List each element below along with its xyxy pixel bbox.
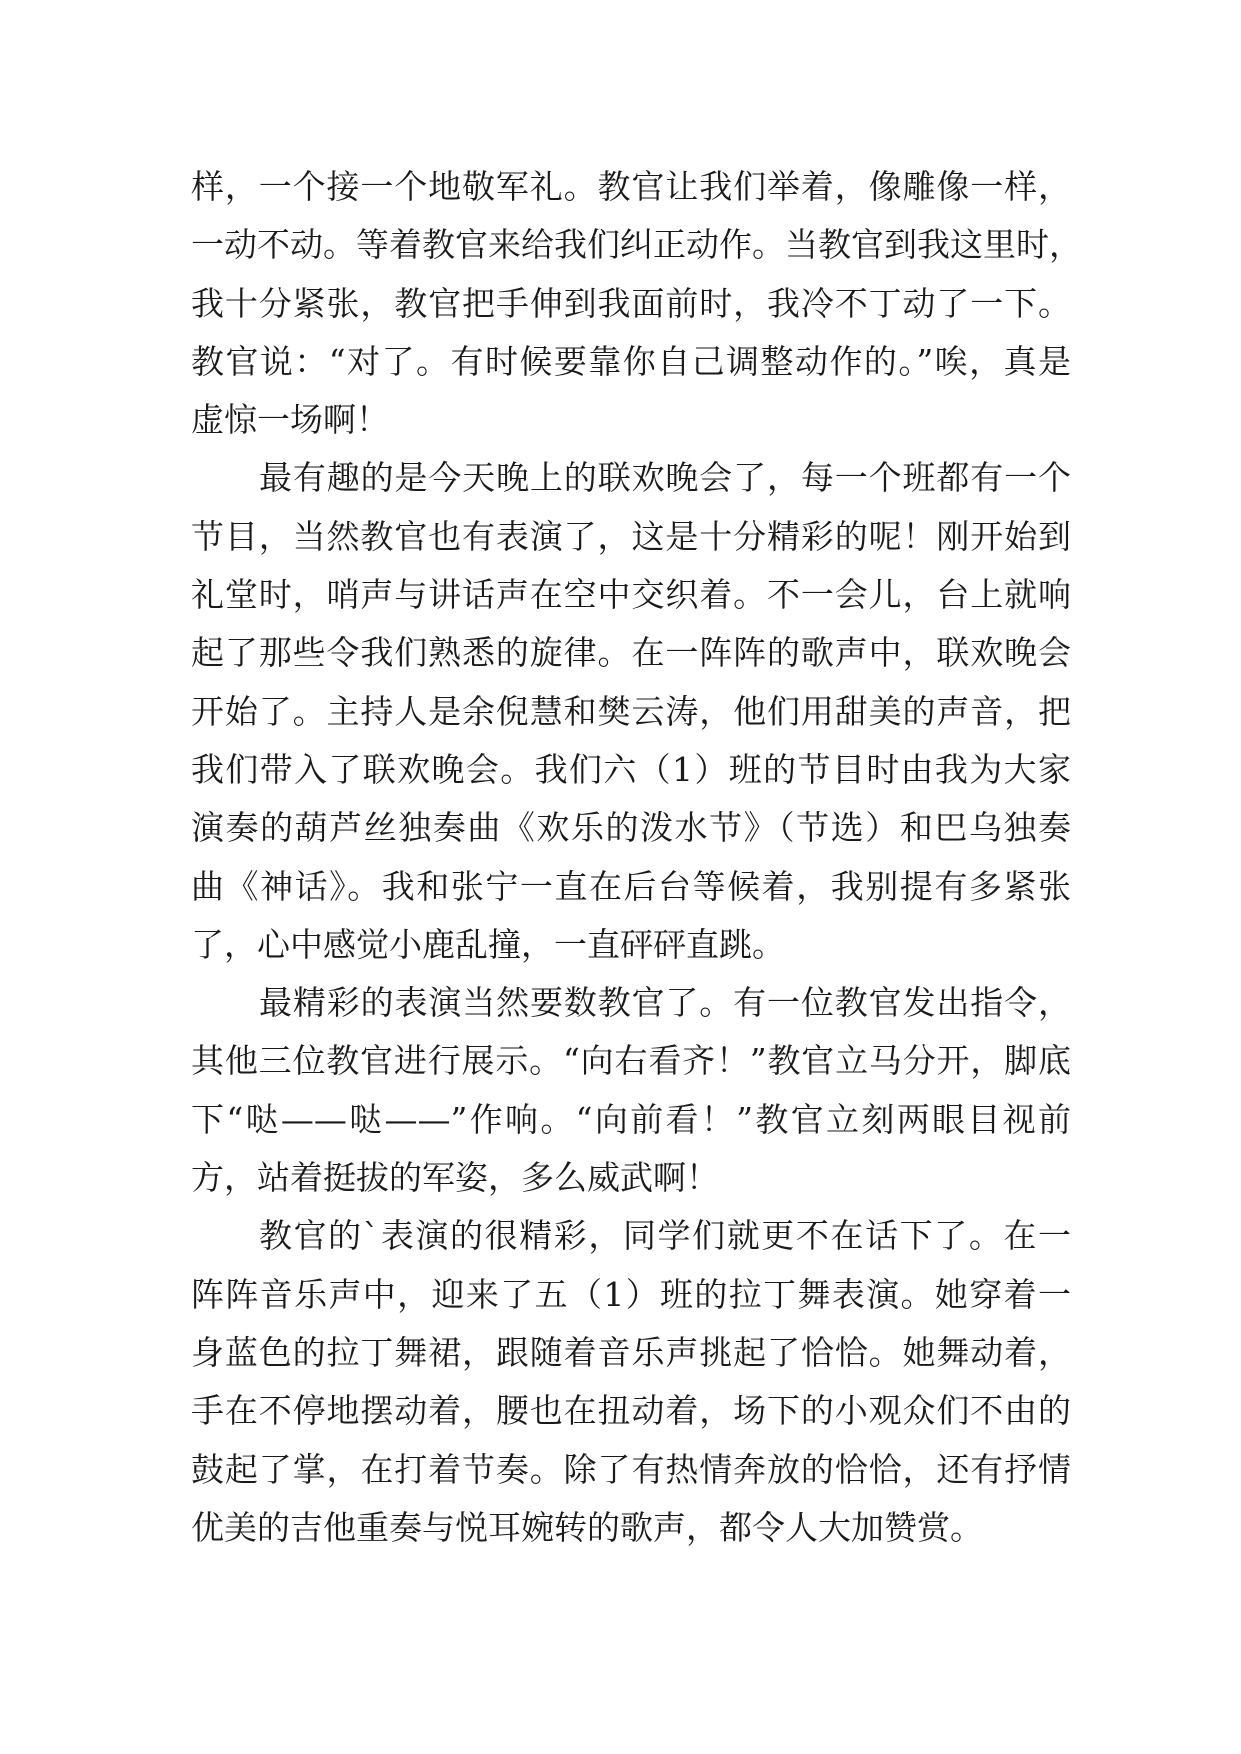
paragraph-first-line: 最精彩的表演当然要数教官了。有一位教官发出指令， <box>259 983 1071 1023</box>
text-line: 方，站着挺拔的军姿，多么威武啊！ <box>191 1158 719 1198</box>
text-line: 其他三位教官进行展示。“向右看齐！”教官立马分开，脚底 <box>191 1041 1071 1081</box>
paragraph-first-line: 最有趣的是今天晚上的联欢晚会了，每一个班都有一个 <box>259 458 1071 498</box>
text-line: 优美的吉他重奏与悦耳婉转的歌声，都令人大加赞赏。 <box>191 1507 983 1547</box>
text-line: 鼓起了掌，在打着节奏。除了有热情奔放的恰恰，还有抒情 <box>191 1449 1071 1489</box>
text-line: 下“哒——哒——”作响。“向前看！”教官立刻两眼目视前 <box>191 1099 1071 1139</box>
text-line: 样，一个接一个地敬军礼。教官让我们举着，像雕像一样， <box>191 167 1071 206</box>
essay-body <box>191 158 1082 1557</box>
text-line: 礼堂时，哨声与讲话声在空中交织着。不一会儿，台上就响 <box>191 575 1071 615</box>
text-line: 开始了。主持人是余倪慧和樊云涛，他们用甜美的声音，把 <box>191 691 1071 731</box>
text-line: 教官说：“对了。有时候要靠你自己调整动作的。”唉，真是 <box>191 341 1071 381</box>
paragraph-first-line: 教官的`表演的很精彩，同学们就更不在话下了。在一 <box>259 1216 1071 1256</box>
text-line: 阵阵音乐声中，迎来了五（1）班的拉丁舞表演。她穿着一 <box>191 1274 1071 1314</box>
text-line: 虚惊一场啊！ <box>191 400 389 440</box>
text-line: 一动不动。等着教官来给我们纠正动作。当教官到我这里时， <box>191 225 1082 265</box>
text-line: 演奏的葫芦丝独奏曲《欢乐的泼水节》（节选）和巴乌独奏 <box>191 808 1071 848</box>
text-line: 起了那些令我们熟悉的旋律。在一阵阵的歌声中，联欢晚会 <box>191 633 1071 673</box>
text-line: 我十分紧张，教官把手伸到我面前时，我冷不丁动了一下。 <box>191 283 1071 323</box>
text-line: 我们带入了联欢晚会。我们六（1）班的节目时由我为大家 <box>191 749 1071 789</box>
text-line: 节目，当然教官也有表演了，这是十分精彩的呢！刚开始到 <box>191 516 1071 556</box>
text-line: 了，心中感觉小鹿乱撞，一直砰砰直跳。 <box>191 924 785 964</box>
text-line: 身蓝色的拉丁舞裙，跟随着音乐声挑起了恰恰。她舞动着， <box>191 1332 1071 1372</box>
text-line: 手在不停地摆动着，腰也在扭动着，场下的小观众们不由的 <box>191 1391 1071 1431</box>
text-line: 曲《神话》。我和张宁一直在后台等候着，我别提有多紧张 <box>191 866 1071 906</box>
